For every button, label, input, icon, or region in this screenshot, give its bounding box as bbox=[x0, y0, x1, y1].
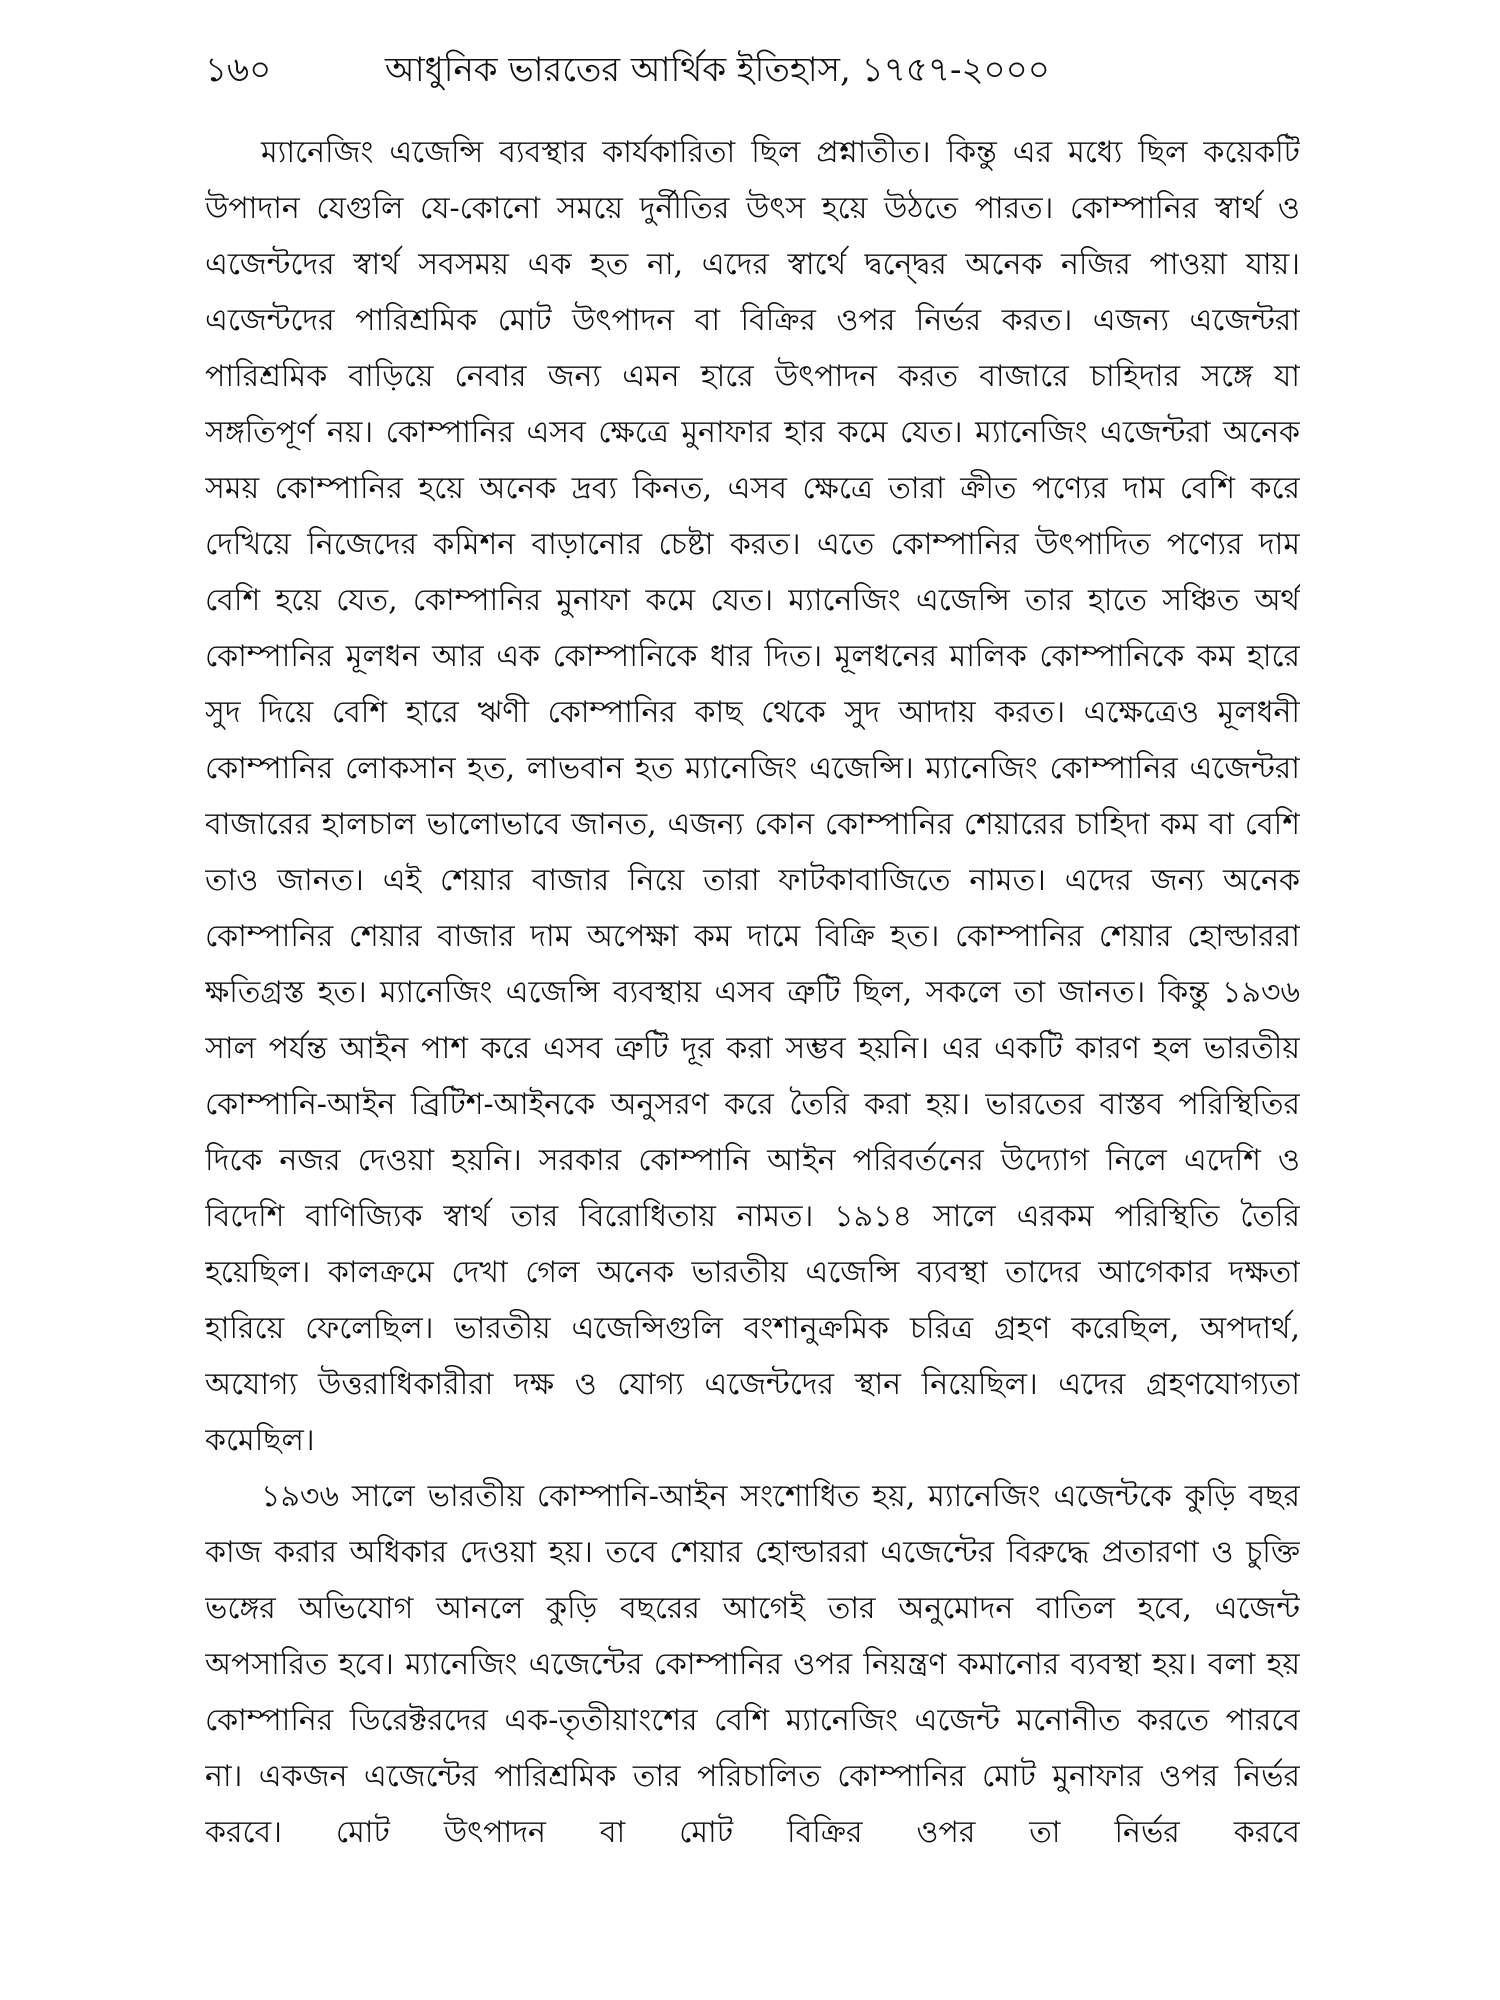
running-title: আধুনিক ভারতের আর্থিক ইতিহাস, ১৭৫৭-২০০০ bbox=[385, 50, 1050, 90]
paragraph: ম্যানেজিং এজেন্সি ব্যবস্থার কার্যকারিতা ছিল প্রশ্নাতীত। কিন্তু এর মধ্যে ছিল কয়েকটি উপাদান যেগুলি যে-কোনো সময়ে দুর্নীতির উৎস হয়ে উঠতে পারত। কোম্পানির স্বার্থ ও এজেন্টদের স্বার্থ সবসময় এক হত না, এদের স্বার্থে দ্বন্দ্বের অনেক নজির পাওয়া যায়। এজেন্টদের পারিশ্রমিক মোট উৎপাদন বা বিক্রির ওপর নির্ভর করত। এজন্য এজেন্টরা পারিশ্রমিক বাড়িয়ে নেবার জন্য এমন হারে উৎপাদন করত বাজারে চাহিদার সঙ্গে যা সঙ্গতিপূর্ণ নয়। কোম্পানির এসব ক্ষেত্রে মুনাফার হার কমে যেত। ম্যানেজিং এজেন্টরা অনেক সময় কোম্পানির হয়ে অনেক দ্রব্য কিনত, এসব ক্ষেত্রে তারা ক্রীত পণ্যের দাম বেশি করে দেখিয়ে নিজেদের কমিশন বাড়ানোর চেষ্টা করত। এতে কোম্পানির উৎপাদিত পণ্যের দাম বেশি হয়ে যেত, কোম্পানির মুনাফা কমে যেত। ম্যানেজিং এজেন্সি তার হাতে সঞ্চিত অর্থ কোম্পানির মূলধন আর এক কোম্পানিকে ধার দিত। মূলধনের মালিক কোম্পানিকে কম হারে সুদ দিয়ে বেশি হারে ঋণী কোম্পানির কাছ থেকে সুদ আদায় করত। এক্ষেত্রেও মূলধনী কোম্পানির লোকসান হত, লাভবান হত ম্যানেজিং এজেন্সি। ম্যানেজিং কোম্পানির এজেন্টরা বাজারের হালচাল ভালোভাবে জানত, এজন্য কোন কোম্পানির শেয়ারের চাহিদা কম বা বেশি তাও জানত। এই শেয়ার বাজার নিয়ে তারা ফাটকাবাজিতে নামত। এদের জন্য অনেক কোম্পানির শেয়ার বাজার দাম অপেক্ষা কম দামে বিক্রি হত। কোম্পানির শেয়ার হোল্ডাররা ক্ষতিগ্রস্ত হত। ম্যানেজিং এজেন্সি ব্যবস্থায় এসব ত্রুটি ছিল, সকলে তা জানত। কিন্তু ১৯৩৬ সাল পর্যন্ত আইন পাশ করে এসব ত্রুটি দূর করা সম্ভব হয়নি। এর একটি কারণ হল ভারতীয় কোম্পানি-আইন ব্রিটিশ-আইনকে অনুসরণ করে তৈরি করা হয়। ভারতের বাস্তব পরিস্থিতির দিকে নজর দেওয়া হয়নি। সরকার কোম্পানি আইন পরিবর্তনের উদ্যোগ নিলে এদেশি ও বিদেশি বাণিজ্যিক স্বার্থ তার বিরোধিতায় নামত। ১৯১৪ সালে এরকম পরিস্থিতি তৈরি হয়েছিল। কালক্রমে দেখা গেল অনেক ভারতীয় এজেন্সি ব্যবস্থা তাদের আগেকার দক্ষতা হারিয়ে ফেলেছিল। ভারতীয় এজেন্সিগুলি বংশানুক্রমিক চরিত্র গ্রহণ করেছিল, অপদার্থ, অযোগ্য উত্তরাধিকারীরা দক্ষ ও যোগ্য এজেন্টদের স্থান নিয়েছিল। এদের গ্রহণযোগ্যতা কমেছিল। bbox=[205, 135, 1300, 1458]
running-header bbox=[205, 42, 1305, 98]
page-number: ১৬০ bbox=[205, 50, 272, 90]
paragraph: ১৯৩৬ সালে ভারতীয় কোম্পানি-আইন সংশোধিত হয়, ম্যানেজিং এজেন্টকে কুড়ি বছর কাজ করার অধিকার দেওয়া হয়। তবে শেয়ার হোল্ডাররা এজেন্টের বিরুদ্ধে প্রতারণা ও চুক্তি ভঙ্গের অভিযোগ আনলে কুড়ি বছরের আগেই তার অনুমোদন বাতিল হবে, এজেন্ট অপসারিত হবে। ম্যানেজিং এজেন্টের কোম্পানির ওপর নিয়ন্ত্রণ কমানোর ব্যবস্থা হয়। বলা হয় কোম্পানির ডিরেক্টরদের এক-তৃতীয়াংশের বেশি ম্যানেজিং এজেন্ট মনোনীত করতে পারবে না। একজন এজেন্টের পারিশ্রমিক তার পরিচালিত কোম্পানির মোট মুনাফার ওপর নির্ভর করবে। মোট উৎপাদন বা মোট বিক্রির ওপর তা নির্ভর করবে bbox=[205, 1479, 1300, 1850]
body-text bbox=[205, 125, 1300, 1955]
